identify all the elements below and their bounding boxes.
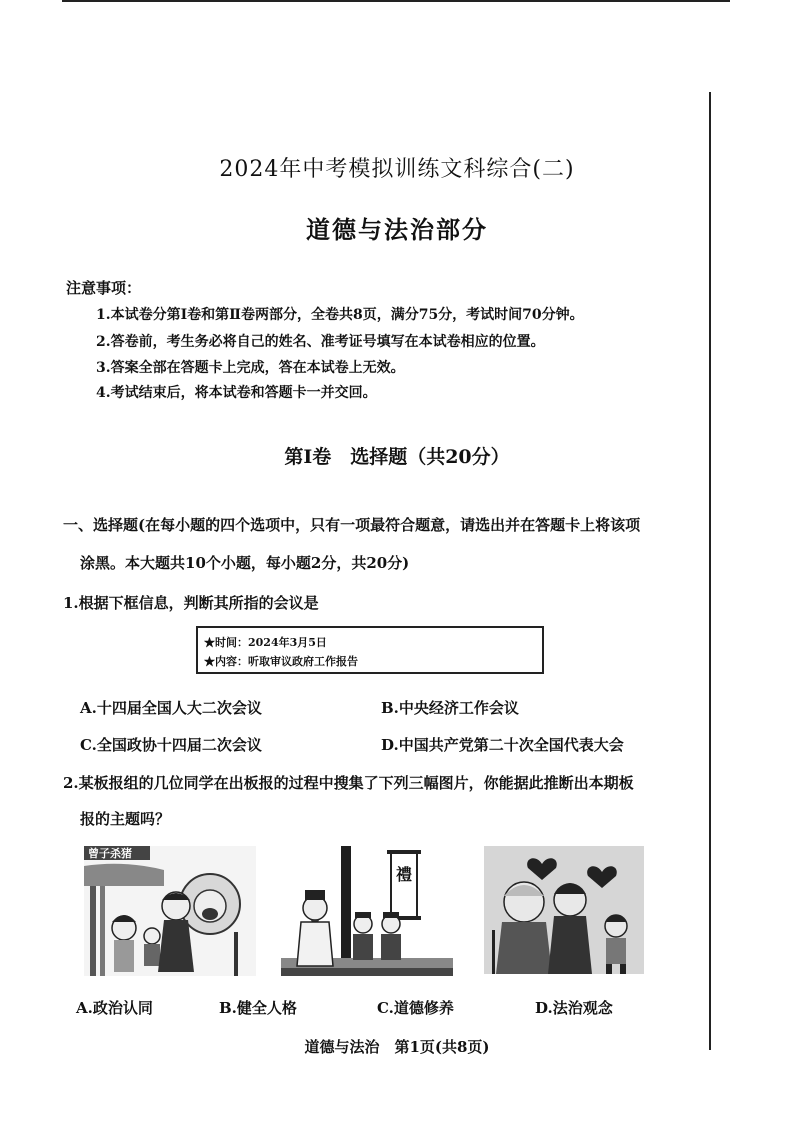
exam-title: 2024年中考模拟训练文科综合(二): [219, 157, 575, 182]
part-instructions-line2: 涂黑。本大题共10个小题，每小题2分，共20分): [80, 554, 410, 572]
question-2-option-c: C.道德修养: [377, 999, 454, 1017]
part-instructions-line1: 一、选择题(在每小题的四个选项中，只有一项最符合题意，请选出并在答题卡上将该项: [63, 516, 641, 534]
question-2-picture-3: [484, 846, 644, 974]
family-scene-illustration: [84, 846, 256, 976]
question-2-picture-1: [84, 846, 256, 976]
question-1-option-b: B.中央经济工作会议: [381, 699, 519, 717]
question-2-picture-2: [281, 846, 453, 976]
picture-1-caption: 曾子杀猪: [88, 847, 132, 860]
section-title: 第Ⅰ卷 选择题（共20分）: [284, 446, 510, 468]
notice-item-2: 2.答卷前，考生务必将自己的姓名、准考证号填写在本试卷相应的位置。: [96, 334, 545, 350]
question-1-option-c: C.全国政协十四届二次会议: [80, 736, 262, 754]
question-1-option-d: D.中国共产党第二十次全国代表大会: [381, 736, 624, 754]
notice-item-3: 3.答案全部在答题卡上完成，答在本试卷上无效。: [96, 360, 405, 376]
question-2-option-b: B.健全人格: [219, 999, 297, 1017]
question-2-stem-line1: 2.某板报组的几位同学在出板报的过程中搜集了下列三幅图片，你能据此推断出本期板: [63, 774, 634, 792]
info-box-time: ★时间：2024年3月5日: [204, 636, 327, 649]
question-1-stem: 1.根据下框信息，判断其所指的会议是: [63, 594, 319, 612]
top-border-line: [62, 0, 730, 2]
exam-subtitle: 道德与法治部分: [306, 215, 488, 244]
question-2-option-d: D.法治观念: [535, 999, 613, 1017]
info-box-content: ★内容：听取审议政府工作报告: [204, 655, 358, 668]
question-2-stem-line2: 报的主题吗？: [80, 810, 171, 828]
notice-heading: 注意事项：: [66, 279, 142, 297]
teacher-students-illustration: [281, 846, 453, 976]
notice-item-4: 4.考试结束后，将本试卷和答题卡一并交回。: [96, 385, 377, 401]
question-2-option-a: A.政治认同: [76, 999, 153, 1017]
picture-2-scroll-text: 禮: [395, 865, 412, 884]
question-1-info-box: [196, 626, 544, 674]
elder-care-illustration: [484, 846, 644, 974]
page-footer: 道德与法治 第1页(共8页): [304, 1038, 490, 1056]
notice-item-1: 1.本试卷分第Ⅰ卷和第Ⅱ卷两部分，全卷共8页，满分75分，考试时间70分钟。: [96, 307, 584, 323]
question-1-option-a: A.十四届全国人大二次会议: [80, 699, 262, 717]
